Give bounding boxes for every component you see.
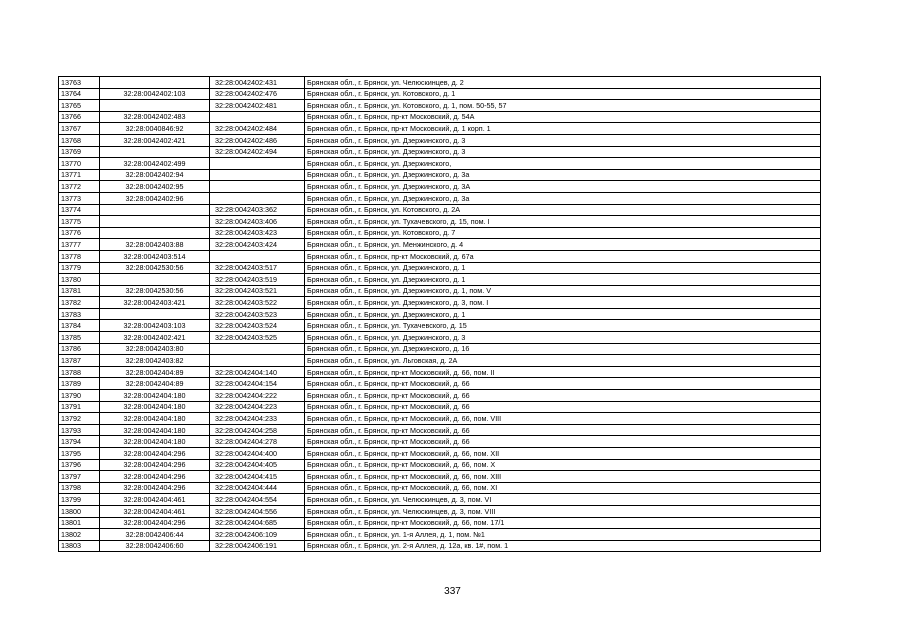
address-cell: Брянская обл., г. Брянск, ул. Дзержинского, д. 1 [305, 274, 821, 286]
row-number-cell: 13798 [59, 482, 100, 494]
address-cell: Брянская обл., г. Брянск, пр-кт Московский, д. 66, пом. VIII [305, 413, 821, 425]
row-number-cell: 13786 [59, 343, 100, 355]
page-number: 337 [444, 586, 461, 597]
table-row [59, 134, 821, 146]
related-cadastral-number-cell: 32:28:0042404:278 [210, 436, 305, 448]
related-cadastral-number-cell: 32:28:0042402:484 [210, 123, 305, 135]
address-cell: Брянская обл., г. Брянск, ул. Дзержинского, д. 3А [305, 181, 821, 193]
related-cadastral-number-cell: 32:28:0042404:405 [210, 459, 305, 471]
table-row [59, 77, 821, 89]
address-cell: Брянская обл., г. Брянск, ул. Дзержинского, д. 3а [305, 192, 821, 204]
cadastral-number-cell: 32:28:0042402:96 [100, 192, 210, 204]
related-cadastral-number-cell: 32:28:0042404:258 [210, 424, 305, 436]
row-number-cell: 13775 [59, 216, 100, 228]
related-cadastral-number-cell: 32:28:0042403:524 [210, 320, 305, 332]
row-number-cell: 13765 [59, 100, 100, 112]
row-number-cell: 13794 [59, 436, 100, 448]
row-number-cell: 13779 [59, 262, 100, 274]
related-cadastral-number-cell [210, 181, 305, 193]
table-row [59, 285, 821, 297]
address-cell: Брянская обл., г. Брянск, ул. 1-я Аллея, д. 1, пом. №1 [305, 529, 821, 541]
row-number-cell: 13795 [59, 448, 100, 460]
cadastral-number-cell: 32:28:0042402:421 [100, 332, 210, 344]
address-cell: Брянская обл., г. Брянск, ул. Дзержинского, [305, 158, 821, 170]
table-row [59, 262, 821, 274]
related-cadastral-number-cell: 32:28:0042403:406 [210, 216, 305, 228]
table-row [59, 471, 821, 483]
cadastral-number-cell: 32:28:0042404:296 [100, 517, 210, 529]
row-number-cell: 13793 [59, 424, 100, 436]
address-cell: Брянская обл., г. Брянск, ул. Котовского, д. 2А [305, 204, 821, 216]
row-number-cell: 13787 [59, 355, 100, 367]
table-row [59, 505, 821, 517]
cadastral-number-cell: 32:28:0042404:180 [100, 436, 210, 448]
table-row [59, 332, 821, 344]
related-cadastral-number-cell: 32:28:0042404:400 [210, 448, 305, 460]
address-cell: Брянская обл., г. Брянск, пр-кт Московский, д. 66 [305, 390, 821, 402]
row-number-cell: 13769 [59, 146, 100, 158]
address-cell: Брянская обл., г. Брянск, пр-кт Московский, д. 66, пом. XII [305, 448, 821, 460]
table-row [59, 378, 821, 390]
related-cadastral-number-cell: 32:28:0042404:554 [210, 494, 305, 506]
related-cadastral-number-cell: 32:28:0042404:140 [210, 366, 305, 378]
address-cell: Брянская обл., г. Брянск, пр-кт Московский, д. 67а [305, 250, 821, 262]
related-cadastral-number-cell [210, 158, 305, 170]
table-row [59, 540, 821, 552]
table-row [59, 239, 821, 251]
table-row [59, 320, 821, 332]
row-number-cell: 13784 [59, 320, 100, 332]
address-cell: Брянская обл., г. Брянск, пр-кт Московский, д. 66 [305, 424, 821, 436]
address-cell: Брянская обл., г. Брянск, ул. Дзержинского, д. 3а [305, 169, 821, 181]
address-cell: Брянская обл., г. Брянск, пр-кт Московский, д. 66, пом. II [305, 366, 821, 378]
address-cell: Брянская обл., г. Брянск, пр-кт Московский, д. 66, пом. XIII [305, 471, 821, 483]
address-cell: Брянская обл., г. Брянск, ул. Менжинского, д. 4 [305, 239, 821, 251]
row-number-cell: 13768 [59, 134, 100, 146]
cadastral-number-cell: 32:28:0042530:56 [100, 285, 210, 297]
related-cadastral-number-cell: 32:28:0042406:109 [210, 529, 305, 541]
address-cell: Брянская обл., г. Брянск, пр-кт Московский, д. 66 [305, 401, 821, 413]
row-number-cell: 13788 [59, 366, 100, 378]
related-cadastral-number-cell [210, 343, 305, 355]
address-cell: Брянская обл., г. Брянск, ул. Льговская, д. 2А [305, 355, 821, 367]
registry-table [58, 76, 821, 552]
address-cell: Брянская обл., г. Брянск, ул. Дзержинского, д. 1 [305, 308, 821, 320]
cadastral-number-cell: 32:28:0042404:89 [100, 366, 210, 378]
cadastral-number-cell: 32:28:0042402:499 [100, 158, 210, 170]
related-cadastral-number-cell: 32:28:0042404:685 [210, 517, 305, 529]
table-row [59, 355, 821, 367]
cadastral-number-cell [100, 227, 210, 239]
related-cadastral-number-cell: 32:28:0042403:525 [210, 332, 305, 344]
address-cell: Брянская обл., г. Брянск, ул. Котовского, д. 1 [305, 88, 821, 100]
address-cell: Брянская обл., г. Брянск, пр-кт Московский, д. 66, пом. XI [305, 482, 821, 494]
cadastral-number-cell: 32:28:0042404:296 [100, 448, 210, 460]
cadastral-number-cell [100, 146, 210, 158]
cadastral-number-cell: 32:28:0042404:296 [100, 482, 210, 494]
row-number-cell: 13800 [59, 505, 100, 517]
table-row [59, 274, 821, 286]
cadastral-number-cell: 32:28:0042403:103 [100, 320, 210, 332]
row-number-cell: 13791 [59, 401, 100, 413]
table-row [59, 192, 821, 204]
cadastral-number-cell: 32:28:0042403:88 [100, 239, 210, 251]
table-row [59, 181, 821, 193]
cadastral-number-cell: 32:28:0042404:180 [100, 390, 210, 402]
cadastral-number-cell: 32:28:0042402:421 [100, 134, 210, 146]
related-cadastral-number-cell: 32:28:0042403:519 [210, 274, 305, 286]
table-row [59, 424, 821, 436]
address-cell: Брянская обл., г. Брянск, ул. 2-я Аллея, д. 12а, кв. 1#, пом. 1 [305, 540, 821, 552]
row-number-cell: 13770 [59, 158, 100, 170]
table-row [59, 494, 821, 506]
table-row [59, 227, 821, 239]
cadastral-number-cell [100, 216, 210, 228]
related-cadastral-number-cell: 32:28:0042402:481 [210, 100, 305, 112]
related-cadastral-number-cell: 32:28:0042404:556 [210, 505, 305, 517]
cadastral-number-cell: 32:28:0042403:514 [100, 250, 210, 262]
cadastral-number-cell: 32:28:0042404:180 [100, 401, 210, 413]
address-cell: Брянская обл., г. Брянск, ул. Дзержинского, д. 16 [305, 343, 821, 355]
cadastral-number-cell [100, 204, 210, 216]
cadastral-number-cell: 32:28:0042406:44 [100, 529, 210, 541]
row-number-cell: 13776 [59, 227, 100, 239]
table-row [59, 390, 821, 402]
cadastral-number-cell: 32:28:0042404:89 [100, 378, 210, 390]
row-number-cell: 13774 [59, 204, 100, 216]
table-row [59, 216, 821, 228]
table-row [59, 111, 821, 123]
table-row [59, 297, 821, 309]
cadastral-number-cell: 32:28:0042403:80 [100, 343, 210, 355]
address-cell: Брянская обл., г. Брянск, ул. Дзержинского, д. 3 [305, 332, 821, 344]
row-number-cell: 13803 [59, 540, 100, 552]
cadastral-number-cell: 32:28:0042404:180 [100, 424, 210, 436]
address-cell: Брянская обл., г. Брянск, пр-кт Московский, д. 54А [305, 111, 821, 123]
related-cadastral-number-cell: 32:28:0042404:154 [210, 378, 305, 390]
table-row [59, 146, 821, 158]
address-cell: Брянская обл., г. Брянск, ул. Дзержинского, д. 1, пом. V [305, 285, 821, 297]
table-row [59, 169, 821, 181]
table-row [59, 158, 821, 170]
cadastral-number-cell: 32:28:0042402:94 [100, 169, 210, 181]
row-number-cell: 13792 [59, 413, 100, 425]
table-row [59, 401, 821, 413]
address-cell: Брянская обл., г. Брянск, ул. Дзержинского, д. 3, пом. I [305, 297, 821, 309]
related-cadastral-number-cell: 32:28:0042403:362 [210, 204, 305, 216]
row-number-cell: 13782 [59, 297, 100, 309]
table-row [59, 436, 821, 448]
table-row [59, 366, 821, 378]
cadastral-number-cell: 32:28:0042402:483 [100, 111, 210, 123]
related-cadastral-number-cell: 32:28:0042404:223 [210, 401, 305, 413]
address-cell: Брянская обл., г. Брянск, ул. Котовского, д. 1, пом. 50-55, 57 [305, 100, 821, 112]
address-cell: Брянская обл., г. Брянск, пр-кт Московский, д. 1 корп. 1 [305, 123, 821, 135]
row-number-cell: 13772 [59, 181, 100, 193]
table-row [59, 250, 821, 262]
related-cadastral-number-cell: 32:28:0042404:415 [210, 471, 305, 483]
address-cell: Брянская обл., г. Брянск, ул. Челюскинцев, д. 3, пом. VIII [305, 505, 821, 517]
cadastral-number-cell: 32:28:0042404:180 [100, 413, 210, 425]
related-cadastral-number-cell [210, 250, 305, 262]
row-number-cell: 13777 [59, 239, 100, 251]
table-row [59, 88, 821, 100]
row-number-cell: 13790 [59, 390, 100, 402]
address-cell: Брянская обл., г. Брянск, пр-кт Московский, д. 66 [305, 378, 821, 390]
row-number-cell: 13785 [59, 332, 100, 344]
row-number-cell: 13801 [59, 517, 100, 529]
address-cell: Брянская обл., г. Брянск, ул. Дзержинского, д. 3 [305, 146, 821, 158]
table-row [59, 204, 821, 216]
row-number-cell: 13773 [59, 192, 100, 204]
row-number-cell: 13781 [59, 285, 100, 297]
row-number-cell: 13783 [59, 308, 100, 320]
cadastral-number-cell [100, 100, 210, 112]
cadastral-number-cell: 32:28:0042530:56 [100, 262, 210, 274]
address-cell: Брянская обл., г. Брянск, пр-кт Московский, д. 66 [305, 436, 821, 448]
row-number-cell: 13771 [59, 169, 100, 181]
cadastral-number-cell: 32:28:0042404:296 [100, 471, 210, 483]
row-number-cell: 13799 [59, 494, 100, 506]
address-cell: Брянская обл., г. Брянск, ул. Котовского, д. 7 [305, 227, 821, 239]
cadastral-number-cell: 32:28:0042403:82 [100, 355, 210, 367]
address-cell: Брянская обл., г. Брянск, ул. Дзержинского, д. 1 [305, 262, 821, 274]
related-cadastral-number-cell: 32:28:0042403:521 [210, 285, 305, 297]
address-cell: Брянская обл., г. Брянск, ул. Челюскинцев, д. 2 [305, 77, 821, 89]
related-cadastral-number-cell: 32:28:0042402:476 [210, 88, 305, 100]
table-row [59, 482, 821, 494]
related-cadastral-number-cell: 32:28:0042403:424 [210, 239, 305, 251]
cadastral-number-cell: 32:28:0042404:461 [100, 494, 210, 506]
table-row [59, 308, 821, 320]
cadastral-number-cell: 32:28:0042404:296 [100, 459, 210, 471]
row-number-cell: 13778 [59, 250, 100, 262]
related-cadastral-number-cell [210, 355, 305, 367]
related-cadastral-number-cell: 32:28:0042403:522 [210, 297, 305, 309]
table-row [59, 100, 821, 112]
table-row [59, 343, 821, 355]
row-number-cell: 13780 [59, 274, 100, 286]
address-cell: Брянская обл., г. Брянск, ул. Тухачевского, д. 15 [305, 320, 821, 332]
cadastral-number-cell [100, 274, 210, 286]
cadastral-number-cell: 32:28:0042406:60 [100, 540, 210, 552]
row-number-cell: 13764 [59, 88, 100, 100]
related-cadastral-number-cell: 32:28:0042404:444 [210, 482, 305, 494]
related-cadastral-number-cell: 32:28:0042403:523 [210, 308, 305, 320]
related-cadastral-number-cell: 32:28:0042404:233 [210, 413, 305, 425]
row-number-cell: 13766 [59, 111, 100, 123]
related-cadastral-number-cell [210, 192, 305, 204]
address-cell: Брянская обл., г. Брянск, пр-кт Московский, д. 66, пом. X [305, 459, 821, 471]
row-number-cell: 13802 [59, 529, 100, 541]
table-row [59, 517, 821, 529]
row-number-cell: 13767 [59, 123, 100, 135]
related-cadastral-number-cell: 32:28:0042403:517 [210, 262, 305, 274]
row-number-cell: 13797 [59, 471, 100, 483]
related-cadastral-number-cell [210, 169, 305, 181]
cadastral-number-cell: 32:28:0042402:103 [100, 88, 210, 100]
cadastral-number-cell [100, 77, 210, 89]
cadastral-number-cell: 32:28:0040846:92 [100, 123, 210, 135]
table-row [59, 123, 821, 135]
table-row [59, 448, 821, 460]
related-cadastral-number-cell [210, 111, 305, 123]
related-cadastral-number-cell: 32:28:0042403:423 [210, 227, 305, 239]
related-cadastral-number-cell: 32:28:0042404:222 [210, 390, 305, 402]
address-cell: Брянская обл., г. Брянск, пр-кт Московский, д. 66, пом. 17/1 [305, 517, 821, 529]
related-cadastral-number-cell: 32:28:0042406:191 [210, 540, 305, 552]
address-cell: Брянская обл., г. Брянск, ул. Челюскинцев, д. 3, пом. VI [305, 494, 821, 506]
registry-table-body [59, 77, 821, 552]
related-cadastral-number-cell: 32:28:0042402:486 [210, 134, 305, 146]
row-number-cell: 13763 [59, 77, 100, 89]
table-row [59, 529, 821, 541]
row-number-cell: 13789 [59, 378, 100, 390]
address-cell: Брянская обл., г. Брянск, ул. Дзержинского, д. 3 [305, 134, 821, 146]
table-row [59, 459, 821, 471]
cadastral-number-cell: 32:28:0042404:461 [100, 505, 210, 517]
related-cadastral-number-cell: 32:28:0042402:494 [210, 146, 305, 158]
cadastral-number-cell: 32:28:0042402:95 [100, 181, 210, 193]
table-row [59, 413, 821, 425]
row-number-cell: 13796 [59, 459, 100, 471]
cadastral-number-cell [100, 308, 210, 320]
address-cell: Брянская обл., г. Брянск, ул. Тухачевского, д. 15, пом. I [305, 216, 821, 228]
cadastral-number-cell: 32:28:0042403:421 [100, 297, 210, 309]
related-cadastral-number-cell: 32:28:0042402:431 [210, 77, 305, 89]
